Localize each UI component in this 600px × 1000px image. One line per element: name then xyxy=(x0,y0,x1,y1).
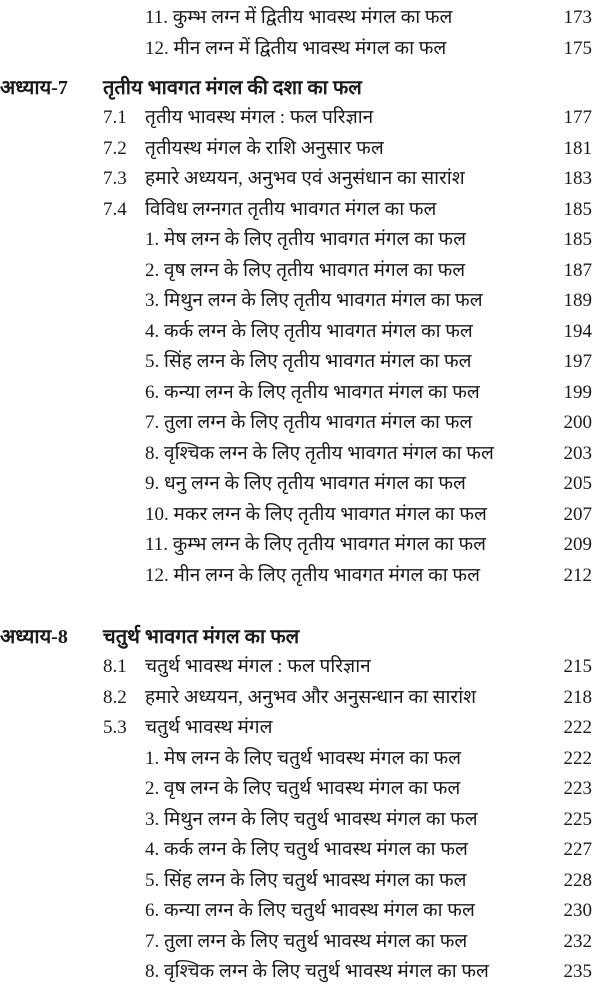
entry-title: 7. तुला लग्न के लिए तृतीय भावगत मंगल का फल xyxy=(145,412,473,433)
toc-subentry xyxy=(0,439,600,470)
page-number: 183 xyxy=(563,168,592,189)
entry-title: 7. तुला लग्न के लिए चतुर्थ भावस्थ मंगल का फल xyxy=(145,930,468,952)
entry-title: 2. वृष लग्न के लिए तृतीय भावगत मंगल का फल xyxy=(145,259,466,281)
toc-section-entry xyxy=(0,713,600,744)
page-number: 230 xyxy=(563,900,592,921)
toc-subentry xyxy=(0,378,600,409)
entry-title: 8. वृश्चिक लग्न के लिए चतुर्थ भावस्थ मंगल का फल xyxy=(145,961,489,982)
entry-title: तृतीय भावगत मंगल की दशा का फल xyxy=(103,76,362,99)
entry-title: 11. कुम्भ लग्न के लिए तृतीय भावगत मंगल का फल xyxy=(145,534,487,555)
toc-section-entry xyxy=(0,195,600,226)
section-number: 5.3 xyxy=(103,717,127,738)
entry-title: 10. मकर लग्न के लिए तृतीय भावगत मंगल का फल xyxy=(145,503,487,525)
toc-subentry xyxy=(0,957,600,988)
toc-section-entry xyxy=(0,164,600,195)
toc-subentry xyxy=(0,744,600,775)
page-number: 222 xyxy=(563,747,592,769)
entry-title: चतुर्थ भावस्थ मंगल xyxy=(145,717,273,738)
entry-title: 5. सिंह लग्न के लिए चतुर्थ भावस्थ मंगल का फल xyxy=(145,869,467,891)
entry-title: 8. वृश्चिक लग्न के लिए तृतीय भावगत मंगल का फल xyxy=(145,442,494,464)
page-number: 222 xyxy=(563,717,592,738)
table-of-contents xyxy=(0,3,600,988)
page-number: 199 xyxy=(563,381,592,403)
page-number: 194 xyxy=(563,320,592,342)
entry-title: विविध लग्नगत तृतीय भावगत मंगल का फल xyxy=(145,198,437,220)
page-number: 209 xyxy=(563,534,592,555)
page-number: 185 xyxy=(563,198,592,220)
page-number: 232 xyxy=(563,930,592,952)
page-number: 235 xyxy=(563,961,592,982)
toc-subentry xyxy=(0,3,600,34)
section-number: 7.1 xyxy=(103,107,127,128)
entry-title: तृतीय भावस्थ मंगल : फल परिज्ञान xyxy=(145,107,374,128)
page-number: 207 xyxy=(563,503,592,525)
entry-title: चतुर्थ भावस्थ मंगल : फल परिज्ञान xyxy=(145,656,371,677)
page-number: 185 xyxy=(563,229,592,250)
toc-subentry xyxy=(0,347,600,378)
toc-subentry xyxy=(0,34,600,65)
page-number: 212 xyxy=(563,564,592,586)
entry-title: 2. वृष लग्न के लिए चतुर्थ भावस्थ मंगल का फल xyxy=(145,778,461,799)
toc-section-entry xyxy=(0,652,600,683)
entry-title: 3. मिथुन लग्न के लिए तृतीय भावगत मंगल का फल xyxy=(145,290,483,311)
page-number: 215 xyxy=(563,656,592,677)
toc-subentry xyxy=(0,896,600,927)
page-number: 223 xyxy=(563,778,592,799)
page-number: 228 xyxy=(563,869,592,891)
toc-subentry xyxy=(0,927,600,958)
entry-title: 4. कर्क लग्न के लिए तृतीय भावगत मंगल का फल xyxy=(145,320,473,342)
entry-title: 1. मेष लग्न के लिए चतुर्थ भावस्थ मंगल का फल xyxy=(145,747,462,769)
page-number: 197 xyxy=(563,351,592,372)
chapter-heading xyxy=(0,73,600,104)
page-number: 218 xyxy=(563,686,592,708)
entry-title: 1. मेष लग्न के लिए तृतीय भावगत मंगल का फल xyxy=(145,229,466,250)
toc-section-entry xyxy=(0,103,600,134)
toc-section-entry xyxy=(0,134,600,165)
entry-title: हमारे अध्ययन, अनुभव एवं अनुसंधान का सारांश xyxy=(145,168,465,189)
entry-title: 5. सिंह लग्न के लिए तृतीय भावगत मंगल का फल xyxy=(145,351,472,372)
entry-title: 11. कुम्भ लग्न में द्वितीय भावस्थ मंगल का फल xyxy=(145,7,453,28)
page-number: 203 xyxy=(563,442,592,464)
section-number: 7.3 xyxy=(103,168,127,189)
page-number: 181 xyxy=(563,137,592,159)
section-number: 7.2 xyxy=(103,137,127,159)
section-number: 7.4 xyxy=(103,198,127,220)
toc-subentry xyxy=(0,469,600,500)
page-number: 173 xyxy=(563,7,592,28)
toc-subentry xyxy=(0,835,600,866)
chapter-label: अध्याय-8 xyxy=(0,625,68,648)
chapter-label: अध्याय-7 xyxy=(0,76,68,99)
toc-subentry xyxy=(0,408,600,439)
entry-title: 12. मीन लग्न के लिए तृतीय भावगत मंगल का फल xyxy=(145,564,480,586)
toc-subentry xyxy=(0,225,600,256)
entry-title: 3. मिथुन लग्न के लिए चतुर्थ भावस्थ मंगल का फल xyxy=(145,808,478,830)
page-number: 227 xyxy=(563,839,592,860)
entry-title: 4. कर्क लग्न के लिए चतुर्थ भावस्थ मंगल का फल xyxy=(145,839,468,860)
entry-title: 6. कन्या लग्न के लिए तृतीय भावगत मंगल का फल xyxy=(145,381,480,403)
entry-title: हमारे अध्ययन, अनुभव और अनुसन्धान का सारांश xyxy=(145,686,477,708)
page-number: 225 xyxy=(563,808,592,830)
page-number: 177 xyxy=(563,107,592,128)
chapter-heading xyxy=(0,622,600,653)
section-number: 8.1 xyxy=(103,656,127,677)
toc-subentry xyxy=(0,500,600,531)
section-number: 8.2 xyxy=(103,686,127,708)
page-number: 200 xyxy=(563,412,592,433)
toc-subentry xyxy=(0,530,600,561)
page-number: 189 xyxy=(563,290,592,311)
entry-title: तृतीयस्थ मंगल के राशि अनुसार फल xyxy=(145,137,384,159)
toc-subentry xyxy=(0,805,600,836)
toc-subentry xyxy=(0,774,600,805)
page-number: 187 xyxy=(563,259,592,281)
toc-subentry xyxy=(0,866,600,897)
toc-subentry xyxy=(0,256,600,287)
toc-subentry xyxy=(0,561,600,592)
toc-subentry xyxy=(0,317,600,348)
entry-title: चतुर्थ भावगत मंगल का फल xyxy=(103,625,300,648)
page-number: 205 xyxy=(563,473,592,494)
page-number: 175 xyxy=(563,37,592,59)
toc-section-entry xyxy=(0,683,600,714)
entry-title: 12. मीन लग्न में द्वितीय भावस्थ मंगल का फल xyxy=(145,37,447,59)
entry-title: 9. धनु लग्न के लिए तृतीय भावगत मंगल का फल xyxy=(145,473,466,494)
entry-title: 6. कन्या लग्न के लिए चतुर्थ भावस्थ मंगल का फल xyxy=(145,900,475,921)
toc-subentry xyxy=(0,286,600,317)
